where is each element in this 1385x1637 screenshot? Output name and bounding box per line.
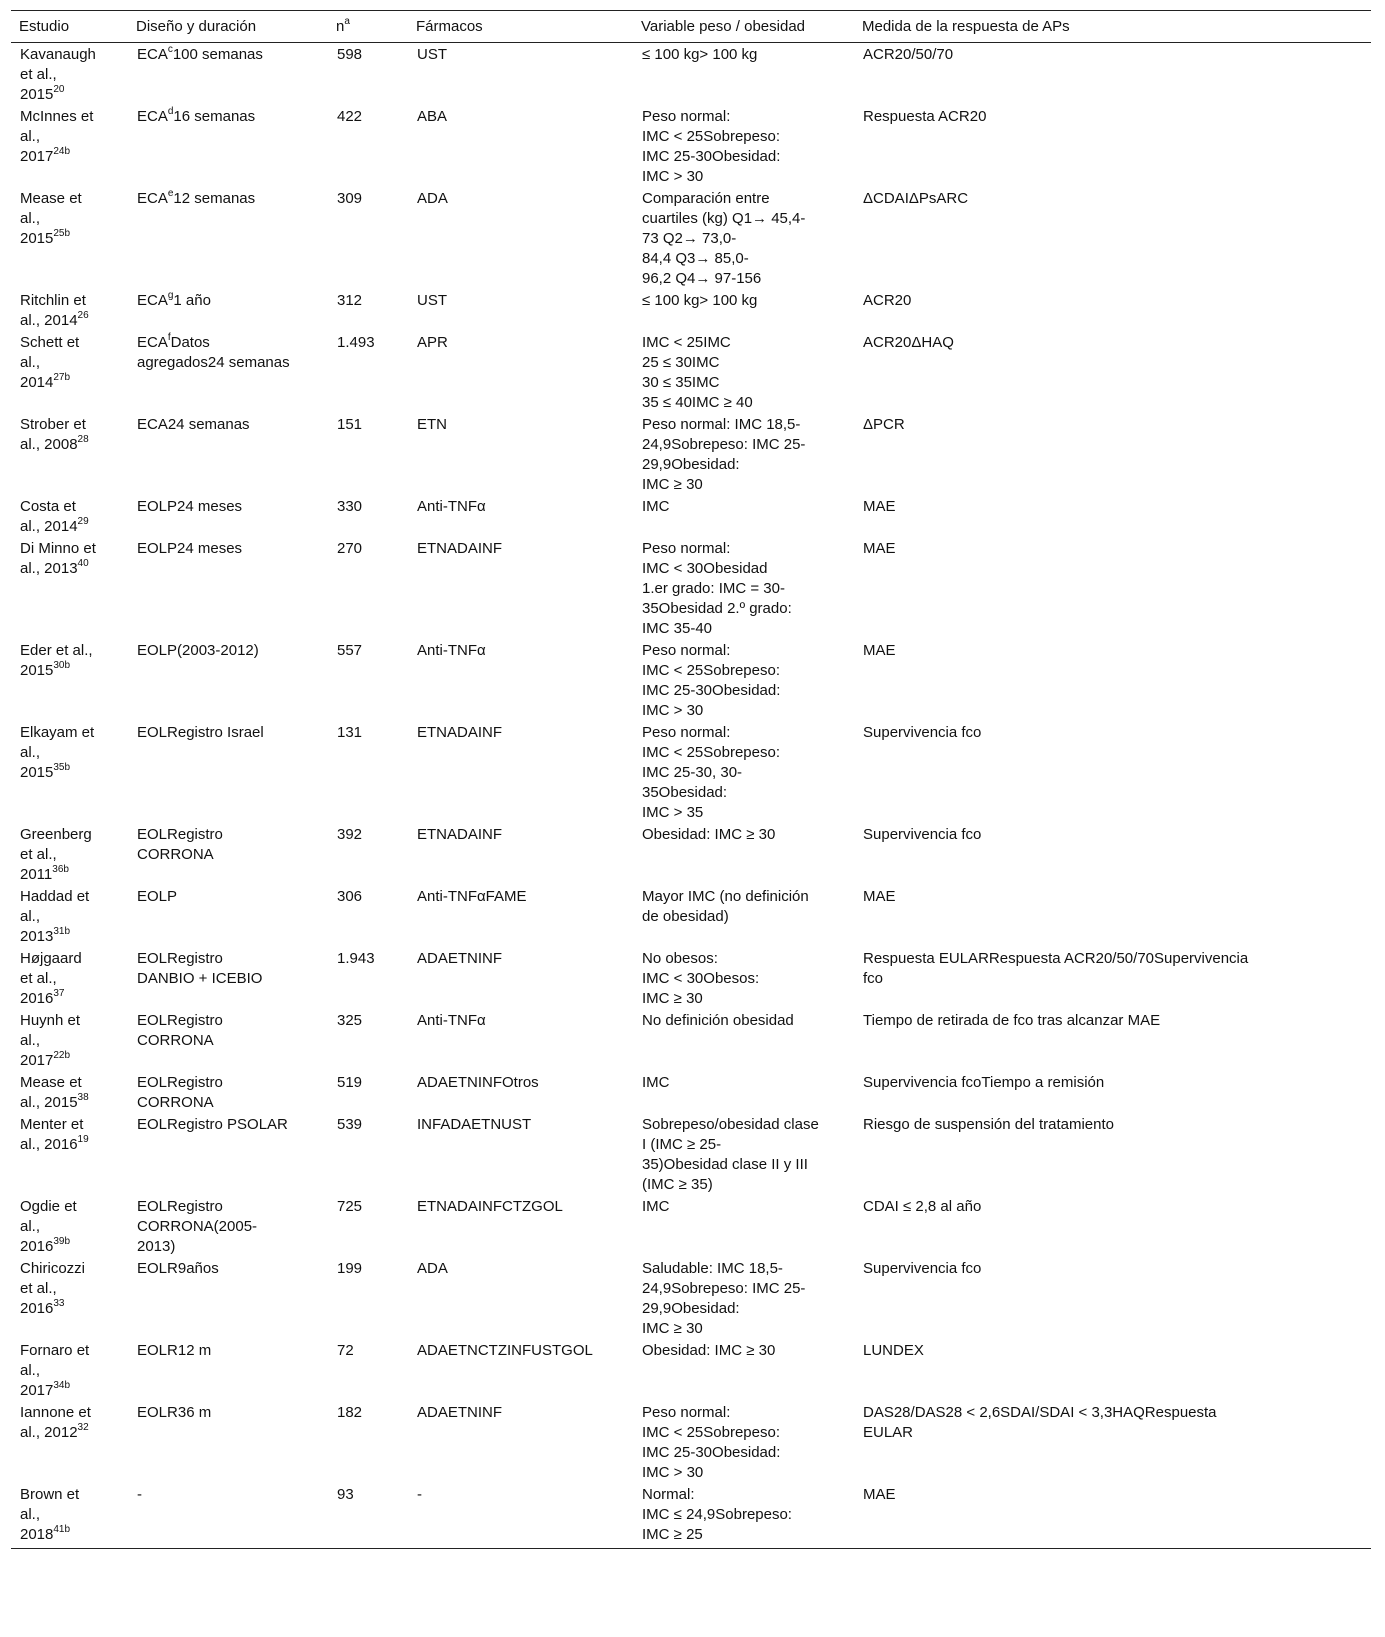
study-reference: 27b bbox=[53, 372, 71, 383]
table-row bbox=[11, 640, 1371, 722]
cell-diseno bbox=[128, 414, 328, 496]
header-estudio: Estudio bbox=[11, 11, 128, 43]
cell-n: 199 bbox=[337, 1260, 363, 1277]
study-reference: 22b bbox=[53, 1050, 71, 1061]
design-footnote: f bbox=[167, 332, 171, 343]
cell-diseno bbox=[128, 886, 328, 948]
design-footnote: d bbox=[167, 106, 174, 117]
design-duration: Datos agregados24 semanas bbox=[137, 334, 290, 371]
study-reference: 38 bbox=[77, 1092, 89, 1103]
cell-diseno bbox=[128, 1072, 328, 1114]
table-row bbox=[11, 414, 1371, 496]
table-row bbox=[11, 824, 1371, 886]
cell-farmacos: UST bbox=[417, 46, 447, 63]
cell-medida: Tiempo de retirada de fco tras alcanzar MAE bbox=[863, 1012, 1161, 1029]
cell-diseno bbox=[128, 640, 328, 722]
cell-n: 151 bbox=[337, 416, 363, 433]
cell-n: 312 bbox=[337, 292, 363, 309]
cell-variable: Sobrepeso/obesidad clase I (IMC ≥ 25- 35)Obesidad clase II y III (IMC ≥ 35) bbox=[642, 1116, 819, 1193]
study-name: Iannone et al., 2012 bbox=[20, 1404, 91, 1441]
cell-medida: ACR20 bbox=[863, 292, 912, 309]
cell-medida: MAE bbox=[863, 888, 896, 905]
cell-n: 392 bbox=[337, 826, 363, 843]
cell-n: 422 bbox=[337, 108, 363, 125]
cell-estudio bbox=[11, 1114, 128, 1196]
header-medida: Medida de la respuesta de APs bbox=[854, 11, 1371, 43]
design-type: EOLP bbox=[137, 888, 178, 905]
cell-medida: Supervivencia fco bbox=[863, 826, 982, 843]
cell-farmacos: - bbox=[408, 1484, 633, 1549]
table-row bbox=[11, 1258, 1371, 1340]
design-duration: 16 semanas bbox=[173, 108, 256, 125]
cell-n: 598 bbox=[337, 46, 363, 63]
cell-diseno bbox=[128, 1340, 328, 1402]
study-name: Greenberg et al., 2011 bbox=[20, 826, 92, 883]
cell-variable: No obesos: IMC < 30Obesos: IMC ≥ 30 bbox=[642, 950, 760, 1007]
cell-diseno bbox=[128, 948, 328, 1010]
design-type: EOLP24 meses bbox=[137, 498, 243, 515]
table-row bbox=[11, 1072, 1371, 1114]
study-name: Schett et al., 2014 bbox=[20, 334, 80, 391]
cell-variable: IMC bbox=[642, 1074, 670, 1091]
cell-estudio bbox=[11, 188, 128, 290]
cell-farmacos: ADA bbox=[417, 1260, 448, 1277]
design-type: ECA bbox=[137, 292, 168, 309]
table-row bbox=[11, 1402, 1371, 1484]
study-name: Højgaard et al., 2016 bbox=[20, 950, 82, 1007]
design-type: ECA bbox=[137, 108, 168, 125]
header-farmacos: Fármacos bbox=[408, 11, 633, 43]
study-name: Menter et al., 2016 bbox=[20, 1116, 84, 1153]
cell-variable: Normal: IMC ≤ 24,9Sobrepeso: IMC ≥ 25 bbox=[633, 1484, 854, 1549]
cell-variable: Saludable: IMC 18,5- 24,9Sobrepeso: IMC 25- 29,9Obesidad: IMC ≥ 30 bbox=[642, 1260, 806, 1337]
study-reference: 24b bbox=[53, 146, 71, 157]
study-reference: 20 bbox=[53, 84, 65, 95]
cell-medida: Riesgo de suspensión del tratamiento bbox=[863, 1116, 1114, 1133]
cell-variable: IMC bbox=[642, 498, 670, 515]
cell-diseno bbox=[128, 290, 328, 332]
study-name: Brown et al., 2018 bbox=[20, 1486, 80, 1543]
cell-variable: No definición obesidad bbox=[642, 1012, 794, 1029]
cell-variable: Comparación entre cuartiles (kg) Q1→ 45,4- 73 Q2→ 73,0- 84,4 Q3→ 85,0- 96,2 Q4→ 97-156 bbox=[642, 190, 806, 287]
cell-farmacos: Anti-TNFα bbox=[417, 1012, 486, 1029]
design-footnote: g bbox=[167, 290, 174, 301]
study-reference: 39b bbox=[53, 1236, 71, 1247]
cell-estudio bbox=[11, 1258, 128, 1340]
design-type: ECA24 semanas bbox=[137, 416, 250, 433]
cell-diseno bbox=[128, 722, 328, 824]
study-name: Mease et al., 2015 bbox=[20, 1074, 82, 1111]
study-reference: 25b bbox=[53, 228, 71, 239]
cell-diseno bbox=[128, 496, 328, 538]
cell-farmacos: ETN bbox=[417, 416, 447, 433]
study-reference: 19 bbox=[77, 1134, 89, 1145]
cell-variable: Peso normal: IMC < 25Sobrepeso: IMC 25-30Obesidad: IMC > 30 bbox=[642, 642, 781, 719]
cell-estudio bbox=[11, 1402, 128, 1484]
cell-farmacos: ADAETNCTZINFUSTGOL bbox=[417, 1342, 593, 1359]
design-type: EOLRegistro PSOLAR bbox=[137, 1116, 288, 1133]
cell-medida: MAE bbox=[863, 540, 896, 557]
cell-n: 309 bbox=[337, 190, 363, 207]
study-name: Ogdie et al., 2016 bbox=[20, 1198, 77, 1255]
table-row bbox=[11, 1484, 1371, 1549]
cell-medida: LUNDEX bbox=[863, 1342, 924, 1359]
cell-medida: MAE bbox=[863, 498, 896, 515]
study-reference: 28 bbox=[77, 434, 89, 445]
cell-estudio bbox=[11, 722, 128, 824]
design-type: EOLR12 m bbox=[137, 1342, 212, 1359]
study-reference: 30b bbox=[53, 660, 71, 671]
header-n-sup: a bbox=[344, 16, 350, 27]
cell-n: 725 bbox=[337, 1198, 363, 1215]
design-footnote: e bbox=[167, 188, 174, 199]
cell-farmacos: INFADAETNUST bbox=[417, 1116, 532, 1133]
cell-diseno bbox=[128, 538, 328, 640]
cell-diseno bbox=[128, 1196, 328, 1258]
design-type: ECA bbox=[137, 190, 168, 207]
study-reference: 35b bbox=[53, 762, 71, 773]
table-body bbox=[11, 43, 1371, 1549]
cell-diseno bbox=[128, 1010, 328, 1072]
study-name: Elkayam et al., 2015 bbox=[20, 724, 95, 781]
cell-farmacos: ETNADAINF bbox=[417, 826, 503, 843]
cell-estudio bbox=[11, 414, 128, 496]
study-name: Ritchlin et al., 2014 bbox=[20, 292, 86, 329]
table-row bbox=[11, 332, 1371, 414]
cell-estudio bbox=[11, 948, 128, 1010]
cell-estudio bbox=[11, 496, 128, 538]
cell-farmacos: ADAETNINF bbox=[417, 1404, 503, 1421]
cell-medida: ΔCDAIΔPsARC bbox=[863, 190, 969, 207]
cell-farmacos: ETNADAINF bbox=[417, 540, 503, 557]
study-name: McInnes et al., 2017 bbox=[20, 108, 94, 165]
design-type: EOLP24 meses bbox=[137, 540, 243, 557]
header-row bbox=[11, 11, 1371, 43]
cell-variable: Obesidad: IMC ≥ 30 bbox=[642, 826, 776, 843]
table-row bbox=[11, 43, 1371, 107]
cell-variable: Peso normal: IMC < 25Sobrepeso: IMC 25-30Obesidad: IMC > 30 bbox=[642, 1404, 781, 1481]
cell-variable: Peso normal: IMC < 25Sobrepeso: IMC 25-30, 30- 35Obesidad: IMC > 35 bbox=[642, 724, 780, 821]
header-variable: Variable peso / obesidad bbox=[633, 11, 854, 43]
cell-estudio bbox=[11, 1340, 128, 1402]
cell-estudio bbox=[11, 1196, 128, 1258]
cell-estudio bbox=[11, 43, 128, 107]
study-reference: 37 bbox=[53, 988, 65, 999]
cell-medida: ΔPCR bbox=[863, 416, 905, 433]
cell-variable: Peso normal: IMC < 25Sobrepeso: IMC 25-30Obesidad: IMC > 30 bbox=[642, 108, 781, 185]
cell-n: 1.943 bbox=[337, 950, 375, 967]
cell-medida: MAE bbox=[854, 1484, 1371, 1549]
cell-diseno bbox=[128, 1114, 328, 1196]
cell-medida: Supervivencia fco bbox=[863, 724, 982, 741]
cell-estudio bbox=[11, 824, 128, 886]
cell-medida: Respuesta EULARRespuesta ACR20/50/70Supervivencia fco bbox=[863, 950, 1249, 987]
cell-variable: IMC bbox=[642, 1198, 670, 1215]
table-row bbox=[11, 1196, 1371, 1258]
cell-n: 1.493 bbox=[337, 334, 375, 351]
cell-farmacos: ADAETNINFOtros bbox=[417, 1074, 539, 1091]
cell-medida: ACR20ΔHAQ bbox=[863, 334, 954, 351]
design-duration: 1 año bbox=[173, 292, 211, 309]
cell-diseno bbox=[128, 824, 328, 886]
study-name: Fornaro et al., 2017 bbox=[20, 1342, 90, 1399]
table-row bbox=[11, 106, 1371, 188]
study-reference: 29 bbox=[77, 516, 89, 527]
study-reference: 32 bbox=[77, 1422, 89, 1433]
design-type: ECA bbox=[137, 334, 168, 351]
study-name: Strober et al., 2008 bbox=[20, 416, 86, 453]
cell-farmacos: UST bbox=[417, 292, 447, 309]
table-row bbox=[11, 496, 1371, 538]
cell-estudio bbox=[11, 538, 128, 640]
study-name: Kavanaugh et al., 2015 bbox=[20, 46, 96, 103]
cell-n: 539 bbox=[337, 1116, 363, 1133]
design-type: EOLRegistro CORRONA bbox=[137, 1012, 223, 1049]
study-reference: 26 bbox=[77, 310, 89, 321]
design-footnote: c bbox=[167, 44, 173, 55]
cell-n: 519 bbox=[337, 1074, 363, 1091]
table-row bbox=[11, 1010, 1371, 1072]
cell-variable: Peso normal: IMC < 30Obesidad 1.er grado: IMC = 30- 35Obesidad 2.º grado: IMC 35-40 bbox=[642, 540, 792, 637]
cell-medida: DAS28/DAS28 < 2,6SDAI/SDAI < 3,3HAQRespuesta EULAR bbox=[863, 1404, 1217, 1441]
cell-diseno bbox=[128, 106, 328, 188]
cell-farmacos: ABA bbox=[417, 108, 448, 125]
cell-medida: Supervivencia fco bbox=[863, 1260, 982, 1277]
header-diseno: Diseño y duración bbox=[128, 11, 328, 43]
cell-diseno bbox=[128, 1402, 328, 1484]
cell-medida: Supervivencia fcoTiempo a remisión bbox=[863, 1074, 1105, 1091]
cell-n: 270 bbox=[337, 540, 363, 557]
design-duration: 100 semanas bbox=[172, 46, 263, 63]
table-row bbox=[11, 948, 1371, 1010]
table-row bbox=[11, 188, 1371, 290]
design-type: EOLP(2003-2012) bbox=[137, 642, 259, 659]
design-type: EOLR9años bbox=[137, 1260, 219, 1277]
cell-estudio bbox=[11, 106, 128, 188]
study-name: Eder et al., 2015 bbox=[20, 642, 93, 679]
study-name: Huynh et al., 2017 bbox=[20, 1012, 81, 1069]
study-reference: 33 bbox=[53, 1298, 65, 1309]
cell-estudio bbox=[11, 290, 128, 332]
cell-variable: Mayor IMC (no definición de obesidad) bbox=[642, 888, 809, 925]
study-name: Haddad et al., 2013 bbox=[20, 888, 90, 945]
cell-diseno bbox=[128, 188, 328, 290]
studies-table bbox=[11, 10, 1371, 1549]
cell-diseno bbox=[128, 332, 328, 414]
table-row bbox=[11, 886, 1371, 948]
study-reference: 36b bbox=[52, 864, 69, 875]
study-reference: 34b bbox=[53, 1380, 71, 1391]
table-container bbox=[11, 10, 1371, 1549]
design-type: EOLRegistro CORRONA bbox=[137, 1074, 223, 1111]
cell-diseno bbox=[128, 1258, 328, 1340]
design-type: EOLRegistro DANBIO + ICEBIO bbox=[137, 950, 263, 987]
cell-estudio bbox=[11, 1484, 128, 1549]
study-name: Di Minno et al., 2013 bbox=[20, 540, 96, 577]
cell-farmacos: ETNADAINF bbox=[417, 724, 503, 741]
cell-n: 182 bbox=[337, 1404, 363, 1421]
cell-estudio bbox=[11, 1010, 128, 1072]
table-row bbox=[11, 1114, 1371, 1196]
cell-medida: ACR20/50/70 bbox=[863, 46, 954, 63]
study-reference: 31b bbox=[53, 926, 71, 937]
design-type: - bbox=[137, 1486, 142, 1503]
design-type: EOLRegistro CORRONA(2005- 2013) bbox=[137, 1198, 258, 1255]
cell-farmacos: Anti-TNFα bbox=[417, 498, 486, 515]
cell-n: 330 bbox=[337, 498, 363, 515]
cell-diseno bbox=[128, 1484, 328, 1549]
cell-n: 72 bbox=[337, 1342, 354, 1359]
table-row bbox=[11, 290, 1371, 332]
design-type: ECA bbox=[137, 46, 168, 63]
design-duration: 12 semanas bbox=[173, 190, 256, 207]
cell-estudio bbox=[11, 886, 128, 948]
cell-variable: ≤ 100 kg> 100 kg bbox=[642, 292, 758, 309]
cell-n: 325 bbox=[337, 1012, 363, 1029]
cell-variable: Obesidad: IMC ≥ 30 bbox=[642, 1342, 776, 1359]
cell-variable: Peso normal: IMC 18,5- 24,9Sobrepeso: IMC 25- 29,9Obesidad: IMC ≥ 30 bbox=[642, 416, 806, 493]
cell-farmacos: ETNADAINFCTZGOL bbox=[417, 1198, 563, 1215]
cell-n: 93 bbox=[328, 1484, 408, 1549]
cell-estudio bbox=[11, 1072, 128, 1114]
cell-farmacos: APR bbox=[417, 334, 448, 351]
table-row bbox=[11, 1340, 1371, 1402]
cell-medida: MAE bbox=[863, 642, 896, 659]
cell-farmacos: Anti-TNFα bbox=[417, 642, 486, 659]
table-row bbox=[11, 538, 1371, 640]
header-n-label: n bbox=[336, 18, 345, 35]
cell-n: 557 bbox=[337, 642, 363, 659]
cell-medida: Respuesta ACR20 bbox=[863, 108, 987, 125]
cell-n: 306 bbox=[337, 888, 363, 905]
design-type: EOLRegistro Israel bbox=[137, 724, 264, 741]
table-row bbox=[11, 722, 1371, 824]
cell-estudio bbox=[11, 332, 128, 414]
header-n bbox=[328, 11, 408, 43]
cell-variable: ≤ 100 kg> 100 kg bbox=[642, 46, 758, 63]
cell-diseno bbox=[128, 43, 328, 107]
cell-farmacos: ADA bbox=[417, 190, 448, 207]
cell-farmacos: ADAETNINF bbox=[417, 950, 503, 967]
cell-farmacos: Anti-TNFαFAME bbox=[417, 888, 527, 905]
cell-variable: IMC < 25IMC 25 ≤ 30IMC 30 ≤ 35IMC 35 ≤ 40IMC ≥ 40 bbox=[642, 334, 753, 411]
study-name: Chiricozzi et al., 2016 bbox=[20, 1260, 86, 1317]
study-reference: 40 bbox=[77, 558, 89, 569]
study-reference: 41b bbox=[53, 1524, 71, 1535]
study-name: Mease et al., 2015 bbox=[20, 190, 82, 247]
design-type: EOLRegistro CORRONA bbox=[137, 826, 223, 863]
cell-medida: CDAI ≤ 2,8 al año bbox=[863, 1198, 982, 1215]
cell-estudio bbox=[11, 640, 128, 722]
cell-n: 131 bbox=[337, 724, 363, 741]
study-name: Costa et al., 2014 bbox=[20, 498, 78, 535]
design-type: EOLR36 m bbox=[137, 1404, 212, 1421]
